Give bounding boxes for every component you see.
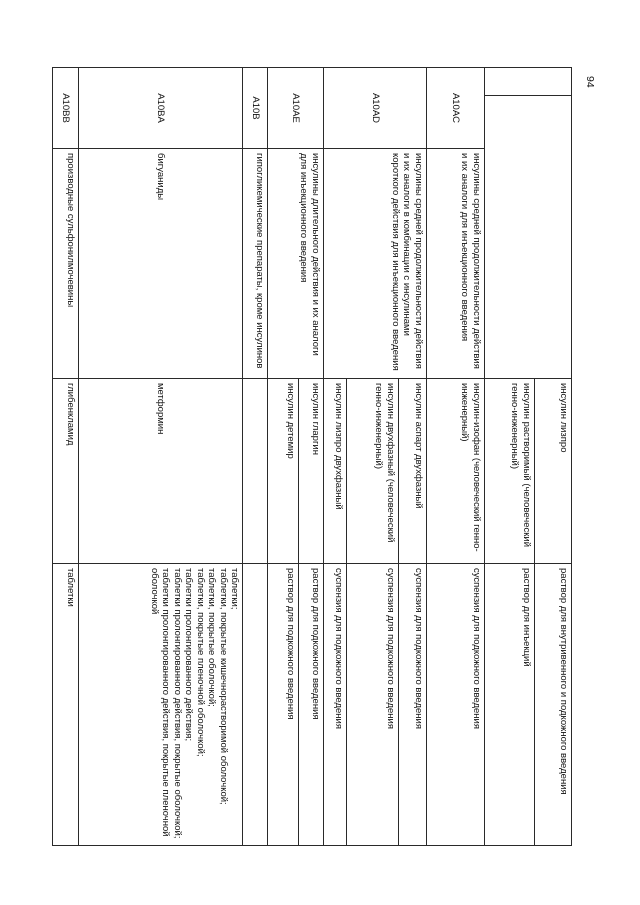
form-line: таблетки, покрытые кишечнорастворимой оболочкой; [217, 568, 229, 805]
form-line: таблетки, покрытые оболочкой; [206, 568, 218, 707]
drug-cell: инсулин лизпро двухфазный [323, 379, 346, 564]
drug-table [52, 67, 572, 846]
code-cell: A10AC [426, 68, 484, 149]
form-cell [267, 564, 298, 846]
group-cell: производные сульфонилмочевины [53, 149, 79, 379]
code-cell: A10AD [323, 68, 426, 149]
group-cell: инсулины длительного действия и их аналоги для инъекционного введения [267, 149, 323, 379]
drug-cell: инсулин-изофан (человеческий генно-инженерный) [426, 379, 484, 564]
form-line: таблетки пролонгированного действия; [183, 568, 195, 742]
form-line: раствор для инъекций [520, 568, 532, 667]
form-cell [299, 564, 324, 846]
drug-cell [243, 379, 268, 564]
form-cell [398, 564, 426, 846]
code-cell: A10BA [79, 68, 243, 149]
table-row [53, 68, 79, 846]
form-cell [79, 564, 243, 846]
form-line: раствор для внутривенного и подкожного введения [558, 568, 569, 795]
drug-cell: инсулин растворимый (человеческий генно-инженерный) [484, 379, 534, 564]
form-line: раствор для подкожного введения [309, 568, 321, 720]
form-cell [53, 564, 79, 846]
form-cell [243, 564, 268, 846]
code-cell: A10BB [53, 68, 79, 149]
table-row [534, 68, 571, 846]
form-line: суспензия для подкожного введения [384, 568, 396, 729]
table-row [299, 68, 324, 846]
form-cell [346, 564, 398, 846]
drug-cell: глибенкламид [53, 379, 79, 564]
page-number: 94 [584, 76, 596, 88]
form-cell [484, 564, 534, 846]
table-row [426, 68, 484, 846]
table-row [243, 68, 268, 846]
rotated-page [52, 67, 572, 845]
form-line: суспензия для подкожного введения [412, 568, 424, 729]
drug-cell: метформин [79, 379, 243, 564]
group-cell [484, 96, 571, 379]
form-line: таблетки пролонгированного действия, покрытые оболочкой; [171, 568, 183, 839]
drug-cell: инсулин двухфазный (человеческий генно-инженерный) [346, 379, 398, 564]
table-row [79, 68, 243, 846]
form-cell [323, 564, 346, 846]
form-line: таблетки пролонгированного действия, покрытые пленочной оболочкой [148, 568, 172, 837]
drug-cell: инсулин лизпро [534, 379, 571, 564]
drug-cell: инсулин детемир [267, 379, 298, 564]
table-row [398, 68, 426, 846]
code-cell: A10B [243, 68, 268, 149]
group-cell: инсулины средней продолжительности действия и их аналоги для инъекционного введения [426, 149, 484, 379]
drug-cell: инсулин гларгин [299, 379, 324, 564]
form-line: раствор для подкожного введения [285, 568, 297, 720]
form-line: суспензия для подкожного введения [332, 568, 344, 729]
group-cell: инсулины средней продолжительности действия и их аналоги в комбинации с инсулинами короткого действия для инъекционного введения [323, 149, 426, 379]
form-line: таблетки [65, 568, 77, 607]
form-cell [426, 564, 484, 846]
group-cell: гипогликемические препараты, кроме инсулинов [243, 149, 268, 379]
form-cell [534, 564, 571, 846]
code-cell [484, 68, 571, 96]
form-line: суспензия для подкожного введения [470, 568, 482, 729]
group-cell: бигуаниды [79, 149, 243, 379]
code-cell: A10AE [267, 68, 323, 149]
form-line: таблетки, покрытые пленочной оболочкой; [194, 568, 206, 757]
drug-cell: инсулин аспарт двухфазный [398, 379, 426, 564]
form-line: таблетки; [229, 568, 241, 610]
